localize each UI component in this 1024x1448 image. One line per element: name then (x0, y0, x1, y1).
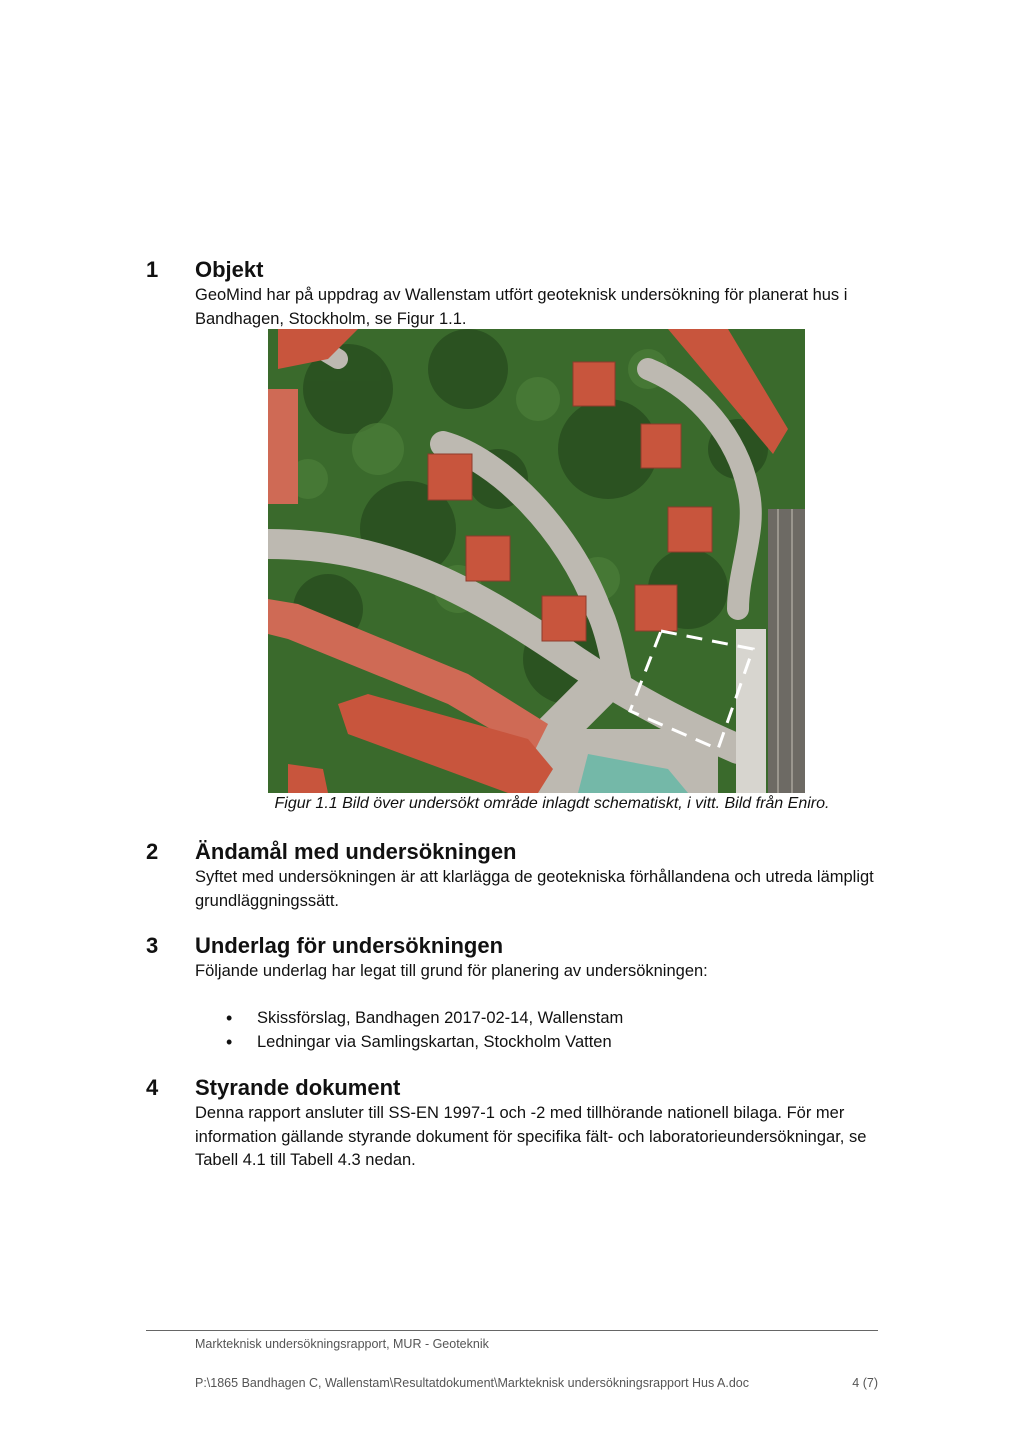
section-4-title: Styrande dokument (195, 1075, 401, 1100)
section-1-body: GeoMind har på uppdrag av Wallenstam utfört geoteknisk undersökning för planerat hus i Bandhagen, Stockholm, se Figur 1.1. (195, 286, 848, 328)
footer-divider (146, 1330, 878, 1331)
underlag-list (226, 1006, 623, 1054)
section-2-number: 2 (146, 839, 159, 864)
aerial-photo-figure (268, 329, 805, 793)
section-1-number: 1 (146, 257, 159, 282)
section-4-number: 4 (146, 1075, 159, 1100)
section-3-title: Underlag för undersökningen (195, 933, 504, 958)
section-3-number: 3 (146, 933, 159, 958)
footer-report-title: Markteknisk undersökningsrapport, MUR - Geoteknik (195, 1337, 489, 1351)
footer-page-number: 4 (7) (852, 1376, 878, 1390)
section-2-title: Ändamål med undersökningen (195, 839, 517, 864)
list-item: • Ledningar via Samlingskartan, Stockholm Vatten (226, 1030, 623, 1054)
section-3-body: Följande underlag har legat till grund för planering av undersökningen: (195, 962, 708, 980)
figure-caption: Figur 1.1 Bild över undersökt område inlagdt schematiskt, i vitt. Bild från Eniro. (274, 795, 830, 812)
section-1-title: Objekt (195, 257, 264, 282)
footer-file-path: P:\1865 Bandhagen C, Wallenstam\Resultatdokument\Markteknisk undersökningsrapport Hus A.doc (195, 1376, 750, 1390)
section-4-body: Denna rapport ansluter till SS-EN 1997-1 och -2 med tillhörande nationell bilaga. För mer information gällande styrande dokument för specifika fält- och laboratorieundersökningar, se Tabell 4.1 till Tabell 4.3 nedan. (195, 1104, 867, 1169)
section-2-body: Syftet med undersökningen är att klarlägga de geotekniska förhållandena och utreda lämpligt grundläggningssätt. (195, 868, 874, 910)
list-item: • Skissförslag, Bandhagen 2017-02-14, Wallenstam (226, 1006, 623, 1030)
